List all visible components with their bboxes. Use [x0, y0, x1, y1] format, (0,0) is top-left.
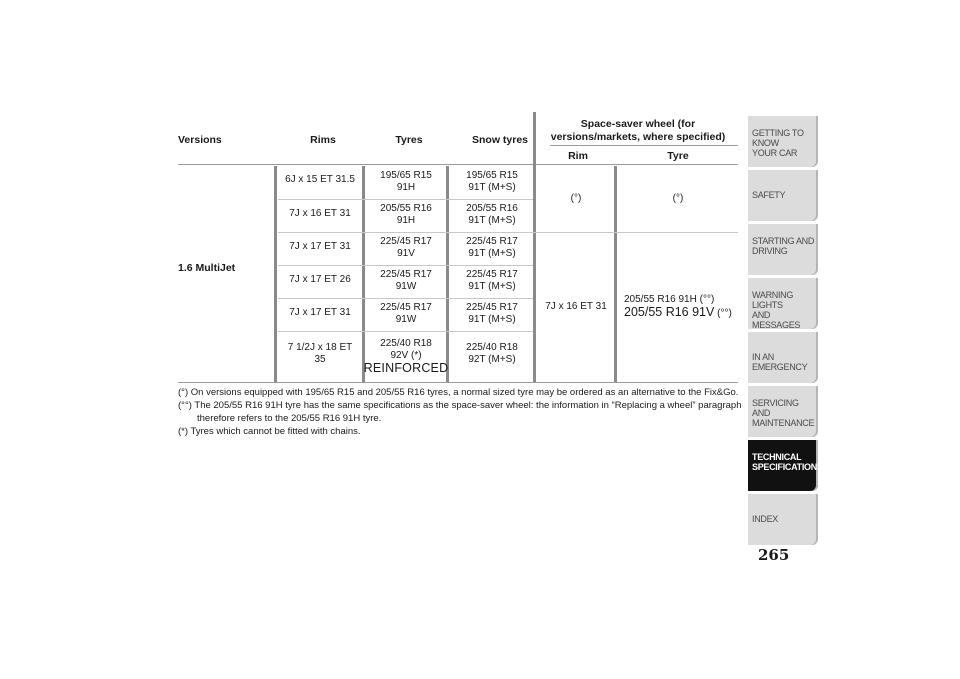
row2-snow [450, 201, 534, 229]
row2-snow-l1: 205/55 R16 [466, 203, 518, 214]
row6-tyre-l1: 225/40 R18 [380, 338, 432, 349]
row6-snow-l1: 225/40 R18 [466, 342, 518, 353]
row5-tyre-l2: 91W [395, 314, 417, 325]
tab-label: MAINTENANCE [752, 418, 815, 428]
tab-label: DRIVING [752, 246, 788, 256]
tab-label: WARNING LIGHTS [752, 290, 794, 310]
row3-tyre-l1: 225/45 R17 [380, 236, 432, 247]
row3-snow-l2: 91T (M+S) [468, 248, 516, 259]
header-rule [178, 164, 738, 165]
tab-safety[interactable] [748, 170, 818, 221]
row2-tyre [366, 201, 446, 229]
row1-snow-l1: 195/65 R15 [466, 170, 518, 181]
tab-starting-and-driving[interactable] [748, 224, 818, 275]
table-bottom-rule [178, 382, 738, 383]
version-label: 1.6 MultiJet [178, 262, 236, 274]
header-tyre: Tyre [667, 150, 689, 162]
row3-tyre-l2: 91V [397, 248, 415, 259]
row4-rim: 7J x 17 ET 26 [289, 274, 351, 285]
row3-snow [450, 234, 534, 262]
row3-tyre [366, 234, 446, 262]
row-separator [278, 265, 533, 266]
row6-rim [278, 338, 362, 370]
spacesaver-tyre-bottom-l1: 205/55 R16 91H (°°) [624, 294, 715, 305]
row5-tyre-l1: 225/45 R17 [380, 302, 432, 313]
tab-label: AND MESSAGES [752, 310, 801, 330]
spacesaver-tyre-top: (°) [672, 193, 684, 204]
row5-snow [450, 300, 534, 328]
row6-rim-l2: 35 [314, 354, 326, 365]
row5-rim: 7J x 17 ET 31 [289, 307, 351, 318]
spacesaver-tyre-bottom [618, 234, 738, 380]
row4-snow-l1: 225/45 R17 [466, 269, 518, 280]
header-rim: Rim [568, 150, 588, 162]
row6-snow-l2: 92T (M+S) [468, 354, 516, 365]
row2-tyre-l2: 91H [396, 215, 416, 226]
row6-tyre-l3: REINFORCED [363, 361, 449, 375]
row4-snow [450, 267, 534, 295]
spacesaver-tyre-bottom-l2 [624, 306, 732, 320]
row4-tyre-l2: 91W [395, 281, 417, 292]
spacesaver-rim-bottom: 7J x 16 ET 31 [545, 301, 607, 312]
footnote-3: (*) Tyres which cannot be fitted with chains. [178, 426, 361, 437]
tab-label: GETTING TO KNOW [752, 128, 804, 148]
row4-snow-l2: 91T (M+S) [468, 281, 516, 292]
header-snow-tyres: Snow tyres [471, 134, 529, 146]
row6-tyre-l2: 92V (*) [390, 350, 422, 361]
row3-rim: 7J x 17 ET 31 [289, 241, 351, 252]
tab-warning-lights[interactable] [748, 278, 818, 329]
tab-in-an-emergency[interactable] [748, 332, 818, 383]
header-space-saver-line1: Space-saver wheel (for [580, 118, 696, 130]
header-versions: Versions [178, 134, 222, 146]
column-separator [274, 166, 277, 382]
footnote-2-line1: (°°) The 205/55 R16 91H tyre has the same specifications as the space-saver wheel: the information in “Replacing a wheel” paragraph [178, 400, 742, 411]
tab-getting-to-know[interactable] [748, 116, 818, 167]
header-rims: Rims [310, 134, 336, 146]
row6-rim-l1: 7 1/2J x 18 ET [287, 342, 353, 353]
tab-technical-specifications[interactable] [748, 440, 823, 491]
header-space-saver-line2: versions/markets, where specified) [550, 131, 726, 143]
footnote-1: (°) On versions equipped with 195/65 R15 and 205/55 R16 tyres, a normal sized tyre may be ordered as an alternative to the Fix&Go. [178, 387, 739, 398]
row2-tyre-l1: 205/55 R16 [380, 203, 432, 214]
row1-rim: 6J x 15 ET 31.5 [285, 174, 355, 185]
row2-rim: 7J x 16 ET 31 [289, 208, 351, 219]
tab-label: INDEX [752, 514, 779, 524]
page-number: 265 [758, 546, 790, 564]
header-space-saver [538, 118, 738, 144]
tab-label: SAFETY [752, 190, 786, 200]
row4-tyre-l1: 225/45 R17 [380, 269, 432, 280]
row1-tyre-l2: 91H [396, 182, 416, 193]
row5-snow-l2: 91T (M+S) [468, 314, 516, 325]
row1-tyre [366, 168, 446, 196]
row-separator [278, 298, 533, 299]
tab-label: IN AN EMERGENCY [752, 352, 808, 372]
row1-tyre-l1: 195/65 R15 [380, 170, 432, 181]
tab-label: SPECIFICATIONS [752, 462, 823, 472]
header-subrule [550, 145, 738, 146]
spacesaver-rim-top: (°) [570, 193, 582, 204]
row1-snow [450, 168, 534, 196]
tab-label: STARTING AND [752, 236, 815, 246]
row6-tyre [363, 332, 449, 380]
spacesaver-tyre-bottom-l2-mark: (°°) [717, 308, 732, 319]
tab-label: SERVICING AND [752, 398, 799, 418]
spacesaver-tyre-bottom-l2-main: 205/55 R16 91V [624, 305, 715, 319]
row-separator [278, 199, 533, 200]
row5-snow-l1: 225/45 R17 [466, 302, 518, 313]
row2-snow-l2: 91T (M+S) [468, 215, 516, 226]
tab-servicing[interactable] [748, 386, 818, 437]
header-tyres: Tyres [395, 134, 423, 146]
footnotes [178, 386, 743, 438]
row-separator [278, 232, 738, 233]
tab-index[interactable] [748, 494, 818, 545]
column-separator [614, 166, 617, 382]
row4-tyre [366, 267, 446, 295]
row5-tyre [366, 300, 446, 328]
row1-snow-l2: 91T (M+S) [468, 182, 516, 193]
footnote-2-line2: therefore refers to the 205/55 R16 91H tyre. [197, 413, 382, 424]
tab-label: TECHNICAL [752, 452, 802, 462]
tab-label: YOUR CAR [752, 148, 798, 158]
row3-snow-l1: 225/45 R17 [466, 236, 518, 247]
row6-snow [450, 340, 534, 368]
